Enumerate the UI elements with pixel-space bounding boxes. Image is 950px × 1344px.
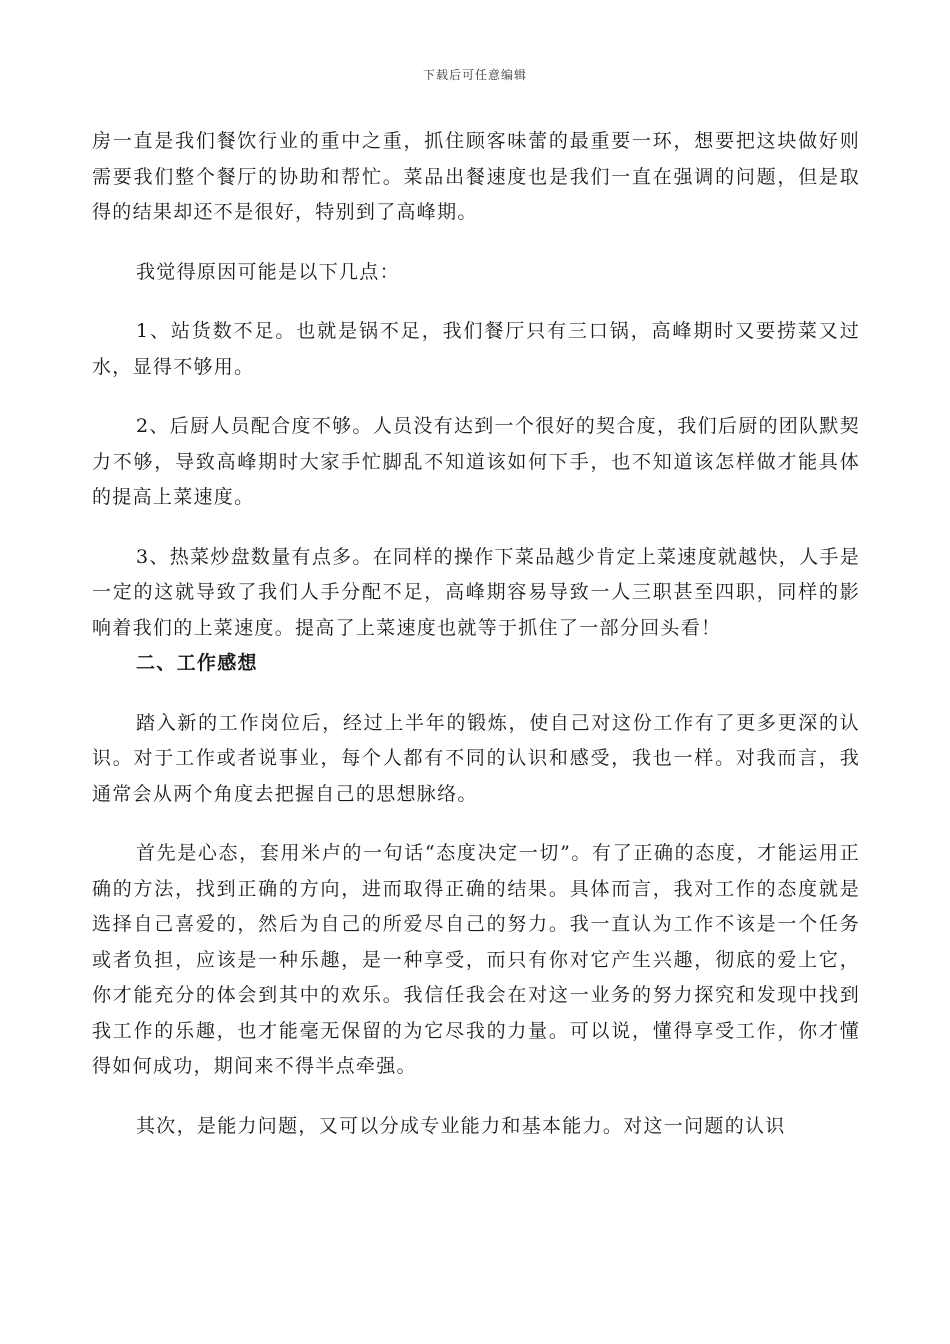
paragraph-reason-3: 3、热菜炒盘数量有点多。在同样的操作下菜品越少肯定上菜速度就越快，人手是一定的这就导致了我们人手分配不足，高峰期容易导致一人三职甚至四职，同样的影响着我们的上菜速度。提高了上菜速度也就等于抓住了一部分回头看！ <box>92 545 860 639</box>
document-body <box>92 124 860 1144</box>
paragraph-reason-2: 2、后厨人员配合度不够。人员没有达到一个很好的契合度，我们后厨的团队默契力不够，导致高峰期时大家手忙脚乱不知道该如何下手，也不知道该怎样做才能具体的提高上菜速度。 <box>92 415 860 508</box>
paragraph-attitude: 首先是心态，套用米卢的一句话“态度决定一切”。有了正确的态度，才能运用正确的方法，找到正确的方向，进而取得正确的结果。具体而言，我对工作的态度就是选择自己喜爱的，然后为自己的所爱尽自己的努力。我一直认为工作不该是一个任务或者负担，应该是一种乐趣，是一种享受，而只有你对它产生兴趣，彻底的爱上它，你才能充分的体会到其中的欢乐。我信任我会在对这一业务的努力探究和发现中找到我工作的乐趣，也才能毫无保留的为它尽我的力量。可以说，懂得享受工作，你才懂得如何成功，期间来不得半点牵强。 <box>92 842 860 1077</box>
paragraph-reasons-intro: 我觉得原因可能是以下几点： <box>136 260 400 283</box>
section-heading: 二、工作感想 <box>136 652 258 674</box>
paragraph-continuation: 房一直是我们餐饮行业的重中之重，抓住顾客味蕾的最重要一环，想要把这块做好则需要我们整个餐厅的协助和帮忙。菜品出餐速度也是我们一直在强调的问题，但是取得的结果却还不是很好，特别到了高峰期。 <box>92 130 860 223</box>
paragraph-reason-1: 1、站货数不足。也就是锅不足，我们餐厅只有三口锅，高峰期时又要捞菜又过水，显得不够用。 <box>92 320 860 378</box>
page-header: 下载后可任意编辑 <box>422 68 527 82</box>
paragraph-ability: 其次，是能力问题，又可以分成专业能力和基本能力。对这一问题的认识 <box>136 1114 786 1137</box>
paragraph-work-thoughts: 踏入新的工作岗位后，经过上半年的锻炼，使自己对这份工作有了更多更深的认识。对于工作或者说事业，每个人都有不同的认识和感受，我也一样。对我而言，我通常会从两个角度去把握自己的思想脉络。 <box>92 711 860 805</box>
